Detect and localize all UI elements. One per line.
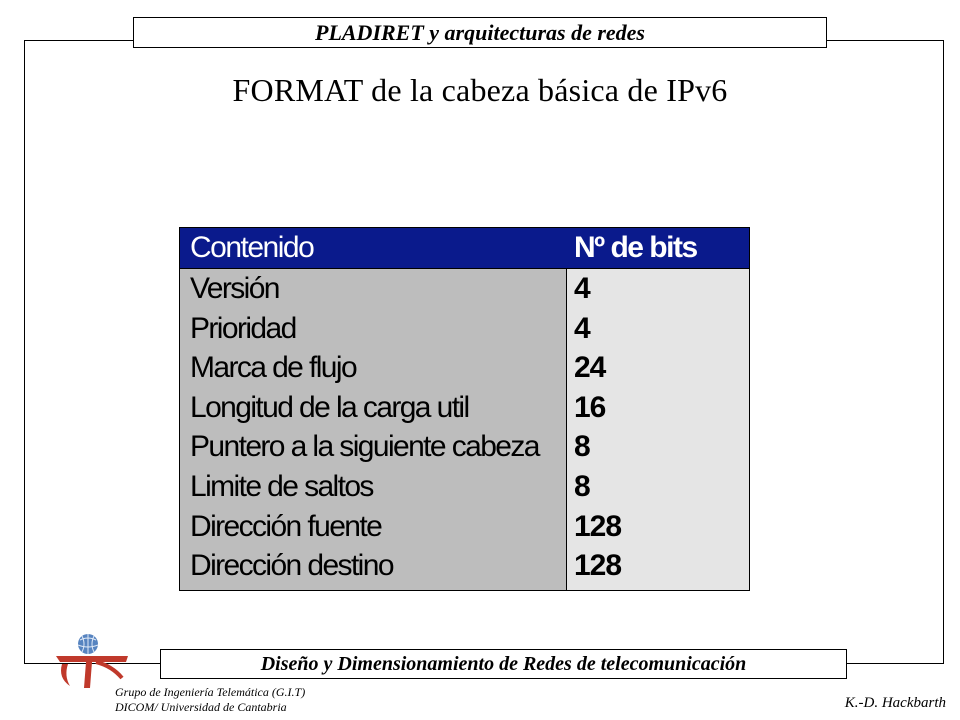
table-row bbox=[180, 312, 749, 352]
table-row bbox=[180, 549, 749, 589]
table-row bbox=[180, 470, 749, 510]
field-bits: 16 bbox=[574, 390, 606, 424]
table-header-row bbox=[180, 228, 749, 269]
field-name: Puntero a la siguiente cabeza bbox=[190, 430, 539, 464]
field-bits: 128 bbox=[574, 549, 622, 583]
field-name: Versión bbox=[190, 272, 279, 305]
table-body bbox=[180, 269, 749, 590]
field-bits: 4 bbox=[574, 272, 590, 305]
field-bits: 24 bbox=[574, 351, 606, 385]
field-name: Marca de flujo bbox=[190, 351, 357, 385]
group-name: Grupo de Ingeniería Telemática (G.I.T) bbox=[115, 685, 306, 699]
field-name: Dirección fuente bbox=[190, 509, 382, 543]
table-row bbox=[180, 351, 749, 391]
field-name: Longitud de la carga util bbox=[190, 390, 469, 424]
header-title: PLADIRET y arquitecturas de redes bbox=[315, 19, 645, 45]
ipv6-header-table bbox=[179, 227, 750, 591]
footer-banner bbox=[160, 649, 847, 679]
git-logo-icon bbox=[52, 630, 132, 690]
table-row bbox=[180, 391, 749, 431]
slide-title: FORMAT de la cabeza básica de IPv6 bbox=[232, 72, 728, 108]
field-bits: 128 bbox=[574, 509, 622, 543]
footer-title: Diseño y Dimensionamiento de Redes de telecomunicación bbox=[260, 652, 747, 675]
field-bits: 4 bbox=[574, 311, 590, 345]
field-name: Limite de saltos bbox=[190, 469, 373, 503]
table-row bbox=[180, 272, 749, 312]
author-credit: K.-D. Hackbarth bbox=[844, 695, 946, 711]
header-banner bbox=[133, 17, 827, 48]
university-name: DICOM/ Universidad de Cantabria bbox=[115, 700, 287, 714]
table-rows bbox=[180, 272, 749, 589]
column-header-bits: Nº de bits bbox=[574, 231, 697, 264]
field-name: Dirección destino bbox=[190, 549, 393, 583]
field-bits: 8 bbox=[574, 469, 590, 503]
field-name: Prioridad bbox=[190, 311, 296, 345]
group-credit bbox=[115, 685, 305, 715]
table-row bbox=[180, 430, 749, 470]
field-bits: 8 bbox=[574, 430, 590, 464]
table-row bbox=[180, 510, 749, 550]
column-header-contenido: Contenido bbox=[190, 231, 314, 264]
